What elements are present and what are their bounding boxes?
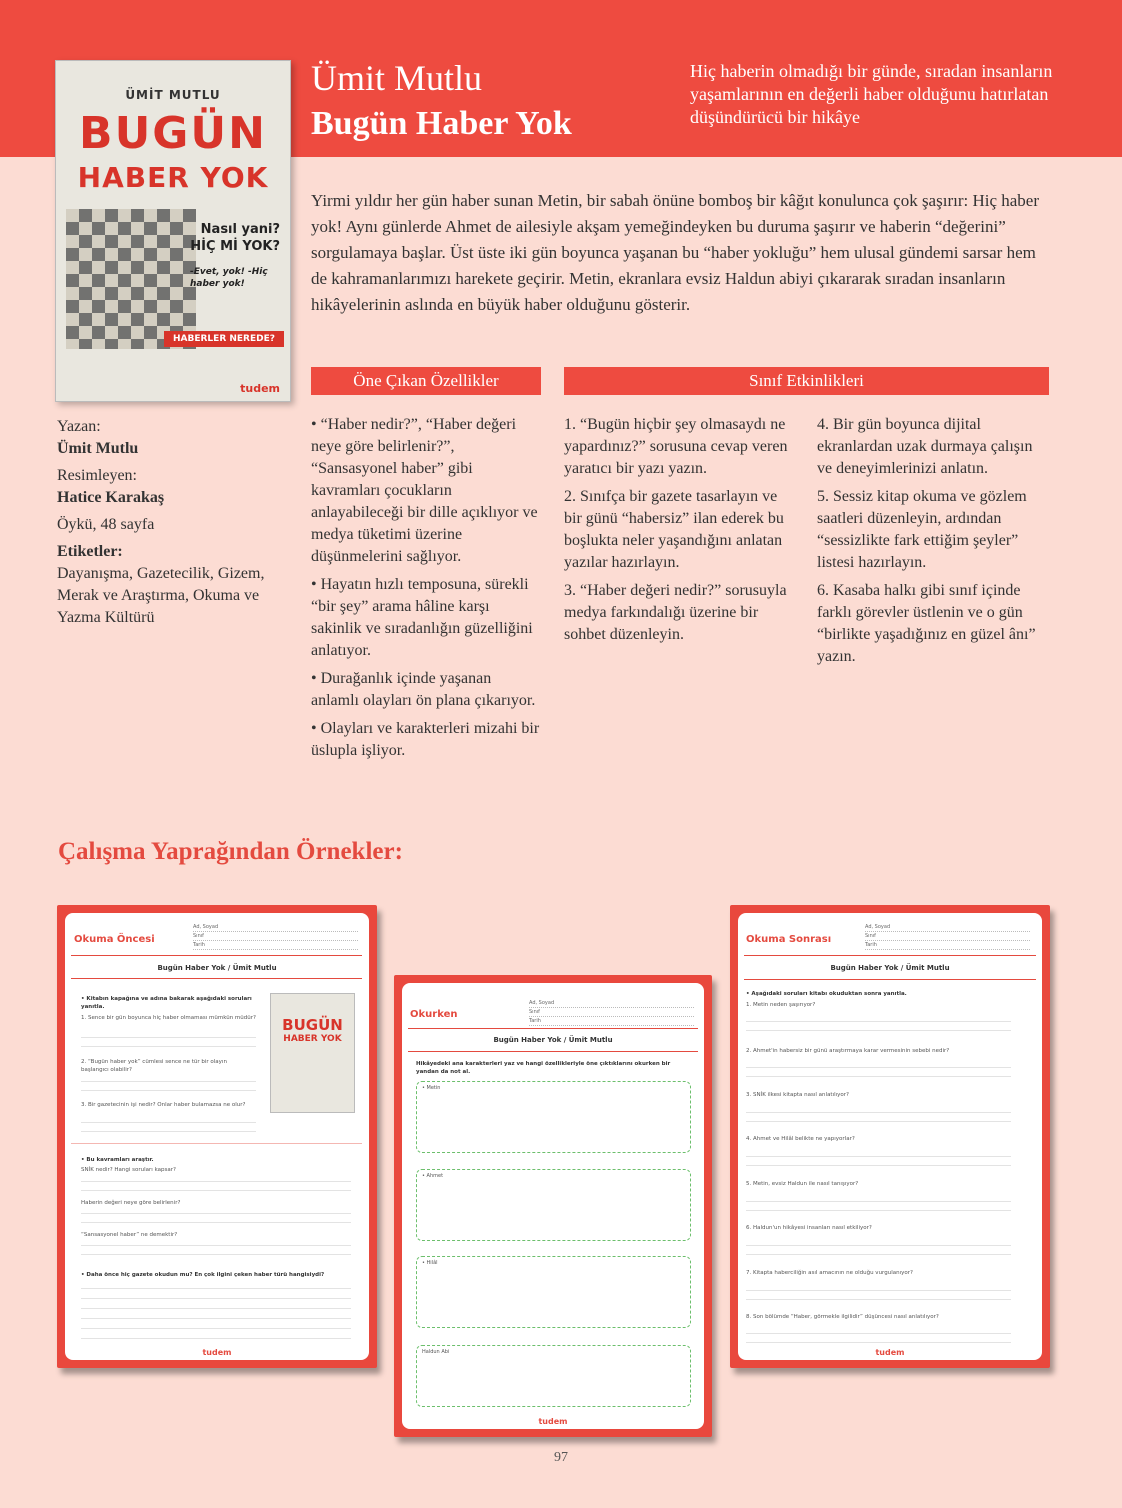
cover-title-line2: HABER YOK [77, 161, 269, 194]
feature-item: • Olayları ve karakterleri mizahi bir üslupla işliyor. [311, 720, 540, 759]
worksheet-publisher-logo: tudem [875, 1348, 905, 1357]
worksheet-page [402, 983, 704, 1429]
worksheet-question: SNİK nedir? Hangi soruları kapsar? [81, 1167, 176, 1173]
cover-red-label: HABERLER NEREDE? [164, 331, 284, 347]
features-heading: Öne Çıkan Özellikler [311, 367, 541, 395]
divider [744, 955, 1036, 956]
worksheet-book-line: Bugün Haber Yok / Ümit Mutlu [830, 964, 950, 972]
worksheet-fields: Ad, Soyad Sınıf Tarih [529, 999, 694, 1026]
illustrator-name: Hatice Karakaş [57, 489, 165, 506]
worksheet-label: Okurken [410, 1009, 458, 1020]
worksheet-question: 7. Kitapta haberciliğin asıl amacının ne olduğu vurgulanıyor? [746, 1270, 913, 1276]
worksheet-label: Okuma Sonrası [746, 934, 832, 945]
worksheet-publisher-logo: tudem [538, 1417, 568, 1426]
worksheet-intro: Hikâyedeki ana karakterleri yaz ve hangi özellikleriyle öne çıktıklarını okurken bir yandan da not al. [416, 1061, 671, 1075]
worksheet-question: 2. Ahmet'in habersiz bir günü araştırmaya karar vermesinin sebebi nedir? [746, 1048, 950, 1054]
feature-item: • Durağanlık içinde yaşanan anlamlı olayları ön plana çıkarıyor. [311, 670, 536, 709]
feature-item: • Hayatın hızlı temposuna, sürekli “bir şey” arama hâline karşı sakinlik ve sıradanlığın güzelliğini anlatıyor. [311, 576, 533, 659]
cover-publisher-logo: tudem [240, 382, 280, 395]
note-box: • Hilâl [416, 1256, 691, 1328]
tags-label: Etiketler: [57, 543, 123, 560]
worksheet-fields: Ad, Soyad Sınıf Tarih [193, 923, 358, 950]
worksheet-intro: • Bu kavramları araştır. [81, 1157, 154, 1163]
worksheet-question: 3. Bir gazetecinin işi nedir? Onlar haber bulamazsa ne olur? [81, 1102, 246, 1108]
divider [408, 1028, 698, 1029]
author-name: Ümit Mutlu [311, 58, 483, 98]
worksheet-cover-thumbnail: BUGÜN HABER YOK [270, 993, 355, 1113]
writer-label: Yazan: [57, 418, 101, 435]
activities-list-right [817, 414, 1049, 674]
worksheet-question: 1. Metin neden şaşırıyor? [746, 1002, 816, 1008]
book-format: Öykü, 48 sayfa [57, 516, 155, 533]
worksheet-book-line: Bugün Haber Yok / Ümit Mutlu [157, 964, 277, 972]
note-box: • Metin [416, 1081, 691, 1153]
worksheet-fields: Ad, Soyad Sınıf Tarih [865, 923, 1030, 950]
book-cover [55, 60, 291, 402]
features-list [311, 414, 543, 768]
activity-item: 5. Sessiz kitap okuma ve gözlem saatleri düzenleyin, ardından “sessizlikte fark ettiğim şeyler” listesi hazırlayın. [817, 488, 1027, 571]
worksheet-label: Okuma Öncesi [74, 934, 155, 945]
writer-name: Ümit Mutlu [57, 440, 139, 457]
worksheet-question: “Sansasyonel haber” ne demektir? [81, 1232, 178, 1238]
worksheet-question: 3. SNİK ilkesi kitapta nasıl anlatılıyor? [746, 1092, 849, 1098]
worksheet-question: 5. Metin, evsiz Haldun ile nasıl tanışıyor? [746, 1181, 859, 1187]
note-box: • Ahmet [416, 1169, 691, 1241]
worksheets-heading: Çalışma Yaprağından Örnekler: [58, 838, 403, 865]
divider [744, 979, 1036, 980]
page-number: 97 [554, 1450, 568, 1465]
worksheet-page [65, 913, 369, 1360]
cover-illustration [66, 209, 196, 349]
worksheet-after [730, 905, 1050, 1368]
activity-item: 3. “Haber değeri nedir?” sorusuyla medya farkındalığı üzerine bir sohbet düzenleyin. [564, 582, 787, 643]
feature-item: • “Haber nedir?”, “Haber değeri neye göre belirlenir?”, “Sansasyonel haber” gibi kavramları çocukların anlayabileceği bir dille açıklıyor ve medya tüketimi üzerine düşünmelerini sağlıyor. [311, 416, 538, 565]
worksheet-page [738, 913, 1042, 1360]
activities-list-left [564, 414, 796, 652]
worksheet-question: 2. “Bugün haber yok” cümlesi sence ne tür bir olayın başlangıcı olabilir? [81, 1059, 227, 1073]
cover-author: ÜMİT MUTLU [125, 88, 221, 102]
worksheet-question: 1. Sence bir gün boyunca hiç haber olmaması mümkün müdür? [81, 1015, 256, 1021]
divider [71, 955, 362, 956]
worksheet-publisher-logo: tudem [202, 1348, 232, 1357]
worksheet-question: Haberin değeri neye göre belirlenir? [81, 1200, 181, 1206]
worksheet-during [394, 975, 712, 1437]
book-title: Bugün Haber Yok [311, 105, 572, 142]
worksheet-intro: • Aşağıdaki soruları kitabı okuduktan sonra yanıtla. [746, 991, 907, 997]
tagline: Hiç haberin olmadığı bir günde, sıradan insanların yaşamlarının en değerli haber olduğunu hatırlatan düşündürücü bir hikâye [690, 61, 1053, 127]
worksheet-before [57, 905, 377, 1368]
worksheet-question: 8. Son bölümde “Haber, görmekle ilgilidir” düşüncesi nasıl anlatılıyor? [746, 1314, 939, 1320]
illustrator-label: Resimleyen: [57, 467, 137, 484]
activity-item: 2. Sınıfça bir gazete tasarlayın ve bir günü “habersiz” ilan ederek bu boşlukta neler yaşandığını anlatan yazılar hazırlayın. [564, 488, 784, 571]
divider [408, 1051, 698, 1052]
activity-item: 1. “Bugün hiçbir şey olmasaydı ne yapardınız?” sorusuna cevap veren yaratıcı bir yazı yazın. [564, 416, 788, 477]
worksheet-question: • Daha önce hiç gazete okudun mu? En çok ilgini çeken haber türü hangisiydi? [81, 1272, 325, 1278]
worksheet-intro: • Kitabın kapağına ve adına bakarak aşağıdaki soruları yanıtla. [81, 996, 252, 1010]
activity-item: 4. Bir gün boyunca dijital ekranlardan uzak durmaya çalışın ve deneyimlerinizi anlatın. [817, 416, 1033, 477]
cover-dialog: -Evet, yok! -Hiç haber yok! [190, 267, 268, 289]
divider [71, 978, 362, 979]
worksheet-question: 4. Ahmet ve Hilâl belikte ne yapıyorlar? [746, 1136, 855, 1142]
worksheet-book-line: Bugün Haber Yok / Ümit Mutlu [493, 1036, 613, 1044]
book-description: Yirmi yıldır her gün haber sunan Metin, bir sabah önüne bomboş bir kâğıt konulunca çok şaşırır: Hiç haber yok! Aynı günlerde Ahmet de ailesiyle akşam yemeğindeyken bu duruma şaşırır ve haberin “değerini” sorgulamaya başlar. Üst üste iki gün boyunca yaşanan bu “haber yokluğu” hem ulusal gündemi sarsar hem de kahramanlarımızı harekete geçirir. Metin, ekranlara evsiz Haldun abiyi çıkararak sıradan insanların hikâyelerinin aslında en büyük haber olduğunu gösterir. [311, 191, 1040, 314]
tags-list: Dayanışma, Gazetecilik, Gizem, Merak ve Araştırma, Okuma ve Yazma Kültürü [57, 565, 265, 626]
worksheet-question: 6. Haldun'un hikâyesi insanları nasıl etkiliyor? [746, 1225, 872, 1231]
book-meta [57, 416, 297, 629]
cover-title-line1: BUGÜN [79, 108, 267, 159]
activities-heading: Sınıf Etkinlikleri [564, 367, 1049, 395]
activity-item: 6. Kasaba halkı gibi sınıf içinde farklı görevler üstlenin ve o gün “birlikte yaşadığınız en güzel ânı” yazın. [817, 582, 1036, 665]
cover-question: Nasıl yani? HİÇ Mİ YOK? [190, 222, 280, 254]
note-box: Haldun Abi [416, 1345, 691, 1407]
